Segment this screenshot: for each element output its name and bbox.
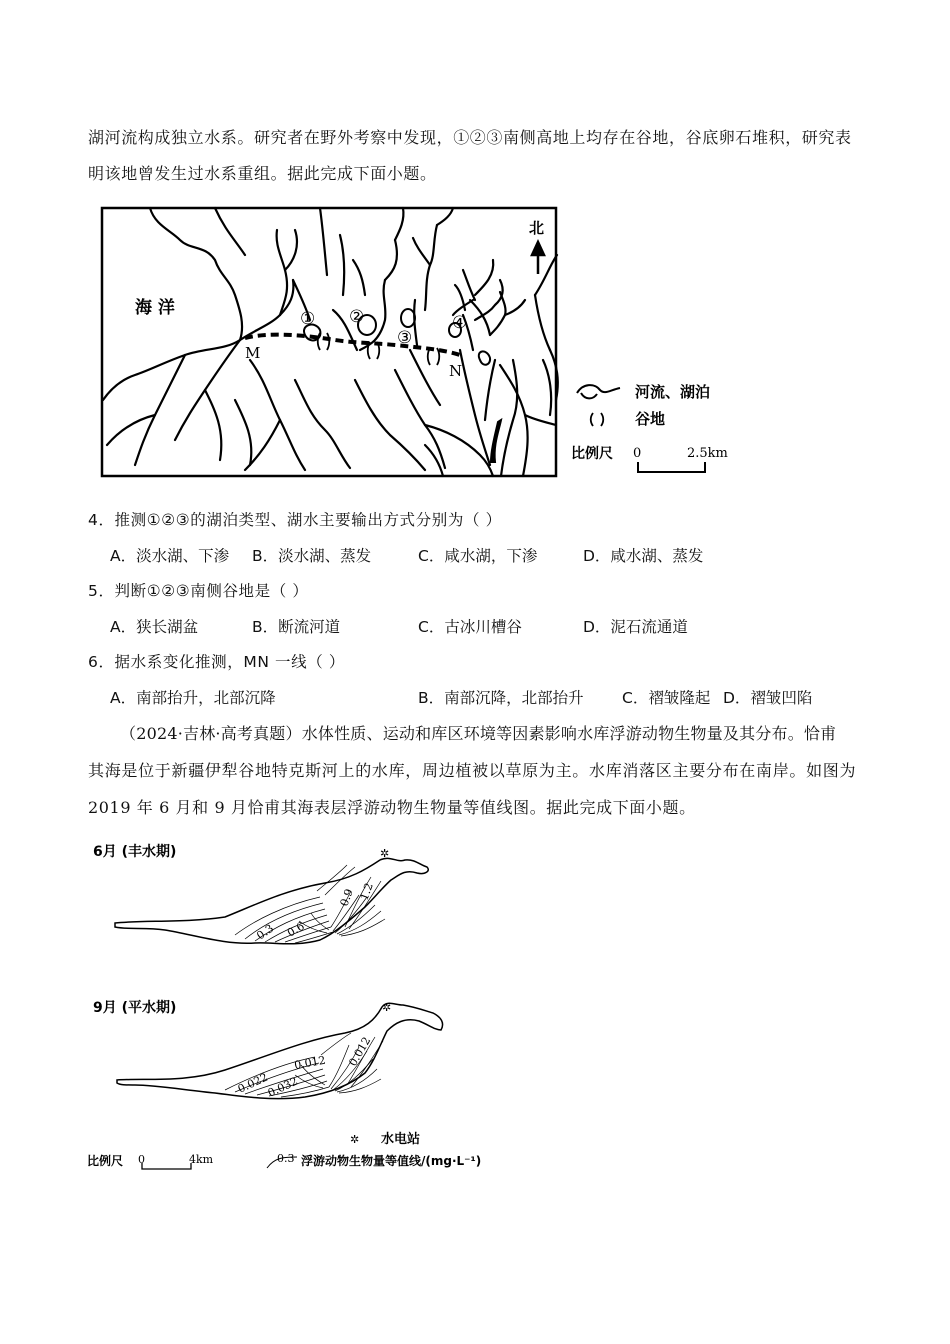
june-value-2: 0.6 <box>285 919 307 940</box>
north-label: 北 <box>529 219 545 237</box>
intro-line-2: 明该地曾发生过水系重组。据此完成下面小题。 <box>88 164 437 183</box>
q5-option-d[interactable]: D．泥石流通道 <box>583 618 688 636</box>
intro-line-1: 湖河流构成独立水系。研究者在野外考察中发现，①②③南侧高地上均存在谷地，谷底卵石堆积，研究表 <box>88 128 852 147</box>
sept-value-4: 0.012 <box>346 1034 374 1069</box>
q6-option-d[interactable]: D．褶皱凹陷 <box>723 689 813 707</box>
legend-contour-label: 浮游动物生物量等值线/(mg·L⁻¹) <box>301 1154 482 1168</box>
q6-option-a[interactable]: A．南部抬升，北部沉降 <box>110 689 276 707</box>
scale-label: 比例尺 <box>571 446 613 462</box>
scale-label-2: 比例尺 <box>87 1154 124 1168</box>
sept-value-1: 0.022 <box>235 1070 270 1096</box>
q6-option-b[interactable]: B．南部沉降，北部抬升 <box>418 689 584 707</box>
n-label: N <box>449 362 463 380</box>
legend-river-label: 河流、湖泊 <box>635 383 711 401</box>
q4-option-c[interactable]: C．咸水湖，下渗 <box>418 547 538 565</box>
scale-bar <box>638 462 705 472</box>
scale-zero: 0 <box>633 446 642 461</box>
legend-station-label: 水电站 <box>381 1132 421 1147</box>
sept-value-2: 0.032 <box>265 1074 300 1100</box>
river-lake-legend-icon <box>577 385 620 393</box>
north-arrow-icon <box>532 242 544 274</box>
sept-value-3: 0.012 <box>293 1053 327 1072</box>
sept-title: 9月 (平水期) <box>93 1000 177 1016</box>
scale-bar-2 <box>142 1163 191 1169</box>
m-label: M <box>245 344 261 362</box>
q5-option-b[interactable]: B．断流河道 <box>252 618 341 636</box>
valley-legend-icon <box>591 413 604 426</box>
q5-option-a[interactable]: A．狭长湖盆 <box>110 618 199 636</box>
river-system-map <box>95 200 755 485</box>
june-value-4: 1.2 <box>357 881 376 903</box>
question-5-stem: 5．判断①②③南侧谷地是（ ） <box>88 582 309 600</box>
lake-label-2: ② <box>349 307 365 327</box>
legend-station-icon: ✲ <box>350 1133 360 1146</box>
june-value-1: 0.3 <box>254 921 277 943</box>
legend-valley-label: 谷地 <box>635 410 666 428</box>
q4-option-a[interactable]: A．淡水湖、下渗 <box>110 547 230 565</box>
scale-zero-2: 0 <box>138 1153 145 1166</box>
q6-option-c[interactable]: C．褶皱隆起 <box>622 689 711 707</box>
passage2-line-1: （2024·吉林·高考真题）水体性质、运动和库区环境等因素影响水库浮游动物生物量及其分布。恰甫 <box>120 724 837 743</box>
passage2-line-2: 其海是位于新疆伊犁谷地特克斯河上的水库，周边植被以草原为主。水库消落区主要分布在南岸。如图为 <box>88 761 857 780</box>
legend <box>571 383 728 472</box>
rivers <box>103 208 558 476</box>
lake-label-3: ③ <box>397 328 413 348</box>
station-icon: ✲ <box>380 847 390 860</box>
q5-option-c[interactable]: C．古冰川槽谷 <box>418 618 522 636</box>
scale-value: 2.5km <box>687 446 728 461</box>
q4-option-d[interactable]: D．咸水湖、蒸发 <box>583 547 704 565</box>
reservoir-contour-map <box>85 835 565 1175</box>
scale-value-2: 4km <box>189 1153 214 1166</box>
lake-label-4: ④ <box>452 313 468 333</box>
passage2-line-3: 2019 年 6 月和 9 月恰甫其海表层浮游动物生物量等值线图。据此完成下面小题。 <box>88 798 696 817</box>
june-title: 6月 (丰水期) <box>93 844 177 860</box>
contour-sample-value: 0.3 <box>277 1152 295 1165</box>
question-4-stem: 4．推测①②③的湖泊类型、湖水主要输出方式分别为（ ） <box>88 511 502 529</box>
station-icon-2: ✲ <box>382 1001 392 1014</box>
question-6-stem: 6．据水系变化推测，MN 一线（ ） <box>88 653 345 671</box>
lake-label-1: ① <box>300 309 316 329</box>
june-value-3: 0.9 <box>337 887 356 909</box>
sea-label: 海 洋 <box>135 298 175 318</box>
q4-option-b[interactable]: B．淡水湖、蒸发 <box>252 547 372 565</box>
